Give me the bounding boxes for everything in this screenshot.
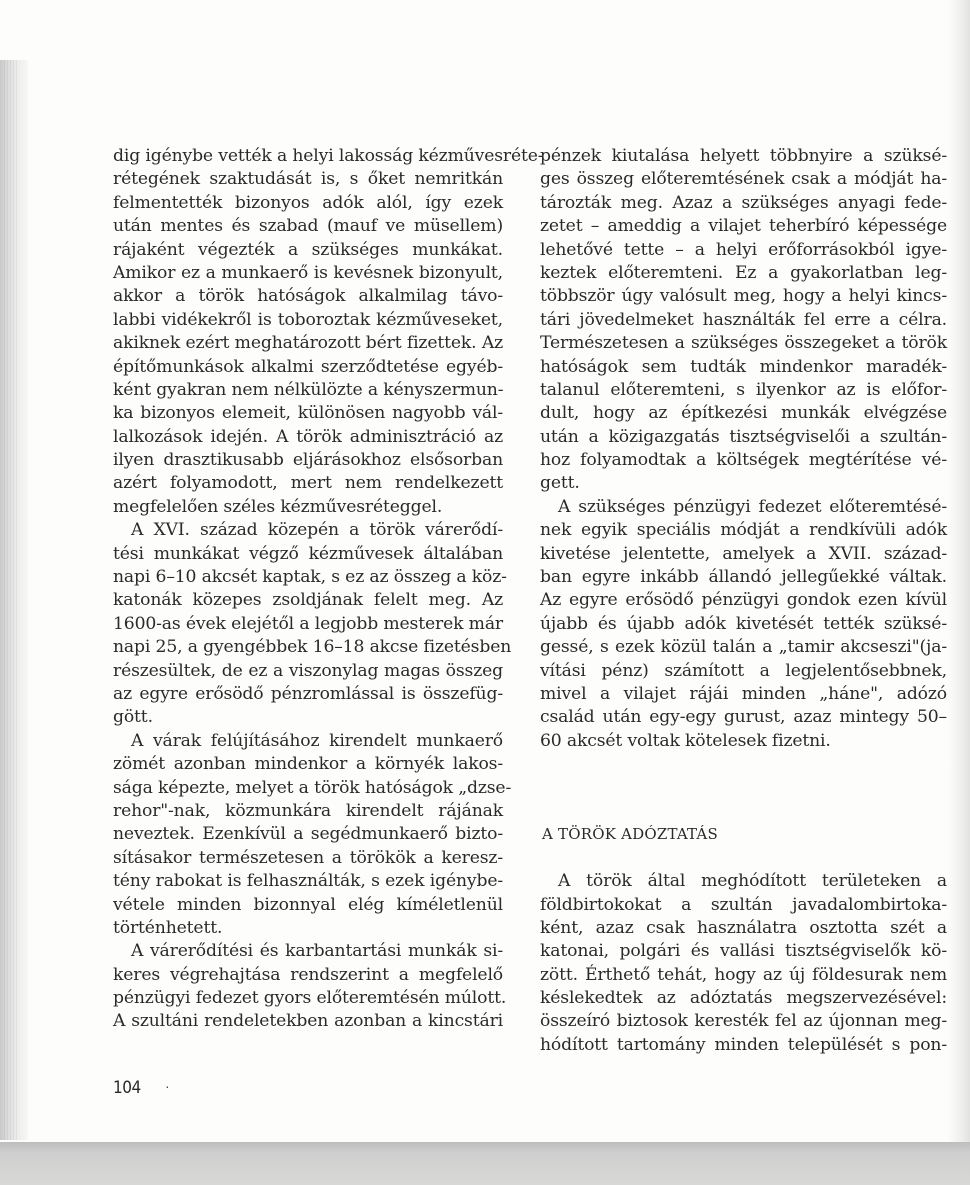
text-line: hoz folyamodtak a költségek megtérítése vé- (540, 450, 947, 471)
text-line: akiknek ezért meghatározott bért fizettek. Az (113, 333, 503, 354)
text-line: család után egy-egy gurust, azaz mintegy 50– (540, 707, 947, 728)
text-line: 1600-as évek elejétől a legjobb mesterek már (113, 613, 503, 634)
text-line: gessé, s ezek közül talán a „tamir akcseszi"(ja- (540, 637, 947, 658)
text-line: ban egyre inkább állandó jellegűekké váltak. (540, 567, 947, 588)
text-line: gött. (113, 707, 153, 728)
text-line: ges összeg előteremtésének csak a módját ha- (540, 169, 947, 190)
text-line: hatóságok sem tudták mindenkor maradék- (540, 356, 947, 377)
text-line: rájaként végezték a szükséges munkákat. (113, 239, 503, 260)
text-line: újabb és újabb adók kivetését tették szüksé- (540, 613, 947, 634)
paragraph-start-line: A török által meghódított területeken a (558, 871, 947, 892)
text-line: katonák közepes zsoldjának felelt meg. Az (113, 590, 503, 611)
text-line: sága képezte, melyet a török hatóságok „dzse- (113, 777, 512, 798)
text-line: lehetővé tette – a helyi erőforrásokból igye- (540, 239, 947, 260)
text-line: Természetesen a szükséges összegeket a török (540, 333, 947, 354)
text-line: részesültek, de ez a viszonylag magas összeg (113, 660, 503, 681)
text-line: pénzek kiutalása helyett többnyire a szüksé- (540, 146, 947, 166)
text-line: keres végrehajtása rendszerint a megfelelő (113, 964, 503, 985)
text-line: összeíró biztosok keresték fel az újonnan meg- (540, 1011, 947, 1032)
text-line: neveztek. Ezenkívül a segédmunkaerő bizto- (113, 824, 503, 845)
text-line: után mentes és szabad (mauf ve müsellem) (113, 216, 503, 237)
text-line: keztek előteremteni. Ez a gyakorlatban leg- (540, 262, 947, 283)
text-line: akkor a török hatóságok alkalmilag távo- (113, 286, 503, 307)
right-text-column (540, 145, 947, 1057)
text-line: tározták meg. Azaz a szükséges anyagi fede- (540, 192, 947, 213)
text-line: sításakor természetesen a törökök a keresz- (113, 847, 503, 868)
paragraph-start-line: A szükséges pénzügyi fedezet előteremtésé- (558, 496, 947, 517)
book-binding-shadow (0, 60, 28, 1140)
paragraph-start-line: A várerődítési és karbantartási munkák si- (131, 941, 503, 962)
text-line: rétegének szaktudását is, s őket nemritkán (113, 169, 503, 190)
text-line: zetet – ameddig a vilajet teherbíró képessége (540, 216, 947, 237)
spacer (540, 847, 947, 870)
section-heading: A TÖRÖK ADÓZTATÁS (542, 825, 718, 844)
text-line: kivetése jelentette, amelyek a XVII. század- (540, 543, 947, 564)
text-line: az egyre erősödő pénzromlással is összefüg- (113, 683, 503, 704)
text-line: Az egyre erősödő pénzügyi gondok ezen kívül (540, 590, 947, 611)
text-line: zömét azonban mindenkor a környék lakos- (113, 754, 503, 775)
text-line: katonai, polgári és vallási tisztségviselők kö- (540, 941, 947, 962)
text-line: földbirtokokat a szultán javadalombirtoka- (540, 894, 947, 915)
text-line: ként gyakran nem nélkülözte a kényszermun- (113, 379, 504, 400)
spacer (540, 753, 947, 776)
text-line: megfelelően széles kézművesréteggel. (113, 496, 443, 517)
text-line: felmentették bizonyos adók alól, így ezek (113, 192, 503, 213)
text-line: napi 6–10 akcsét kaptak, s ez az összeg a köz- (113, 567, 507, 588)
text-line: tési munkákat végző kézművesek általában (113, 543, 503, 564)
text-line: zött. Érthető tehát, hogy az új földesurak nem (540, 964, 947, 985)
page-number-dot: · (165, 1078, 170, 1094)
text-line: többször úgy valósult meg, hogy a helyi kincs- (540, 286, 947, 307)
page-edge-shadow (948, 0, 970, 1142)
text-line: rehor"-nak, közmunkára kirendelt rájának (113, 800, 503, 821)
text-line: építőmunkások alkalmi szerződtetése egyéb- (113, 356, 503, 377)
spacer (540, 777, 947, 800)
text-line: napi 25, a gyengébbek 16–18 akcse fizetésben (113, 637, 512, 658)
text-line: labbi vidékekről is toboroztak kézműveseket, (113, 309, 503, 330)
text-line: gett. (540, 473, 580, 494)
text-line: után a közigazgatás tisztségviselői a szultán- (540, 426, 947, 447)
text-line: ilyen drasztikusabb eljárásokhoz elsősorban (113, 450, 503, 471)
text-line: 60 akcsét voltak kötelesek fizetni. (540, 730, 831, 751)
spacer (540, 800, 947, 823)
text-line: ka bizonyos elemeit, különösen nagyobb vál- (113, 403, 503, 424)
text-line: ként, azaz csak használatra osztotta szét a (540, 917, 947, 938)
text-line: lalkozások idején. A török adminisztráció az (113, 426, 503, 447)
text-line: dult, hogy az építkezési munkák elvégzése (540, 403, 947, 424)
text-line: vítási pénz) számított a legjelentősebbnek, (540, 660, 947, 681)
text-line: tény rabokat is felhasználták, s ezek igénybe- (113, 871, 503, 892)
paragraph-start-line: A XVI. század közepén a török várerődí- (131, 520, 503, 541)
text-line: hódított tartomány minden települését s pon- (540, 1034, 947, 1055)
text-line: pénzügyi fedezet gyors előteremtésén múlott. (113, 988, 507, 1009)
text-line: Amikor ez a munkaerő is kevésnek bizonyult, (113, 262, 503, 283)
text-line: tári jövedelmeket használták fel erre a célra. (540, 309, 947, 330)
text-line: késlekedtek az adóztatás megszervezésével: (540, 988, 947, 1009)
left-text-column (113, 145, 544, 1034)
text-line: A szultáni rendeletekben azonban a kincstári (113, 1011, 503, 1032)
text-line: vétele minden bizonnyal elég kíméletlenül (113, 894, 503, 915)
paragraph-start-line: A várak felújításához kirendelt munkaerő (131, 730, 503, 751)
text-line: azért folyamodott, mert nem rendelkezett (113, 473, 503, 494)
text-line: történhetett. (113, 917, 223, 938)
page-number: 104 (113, 1078, 141, 1098)
text-line: mivel a vilajet rájái minden „háne", adózó (540, 683, 947, 704)
text-line: nek egyik speciális módját a rendkívüli adók (540, 520, 947, 541)
scan-background-band (0, 1142, 970, 1185)
text-line: dig igénybe vették a helyi lakosság kézművesréte- (113, 146, 544, 166)
text-line: talanul előteremteni, s ilyenkor az is előfor- (540, 379, 947, 400)
